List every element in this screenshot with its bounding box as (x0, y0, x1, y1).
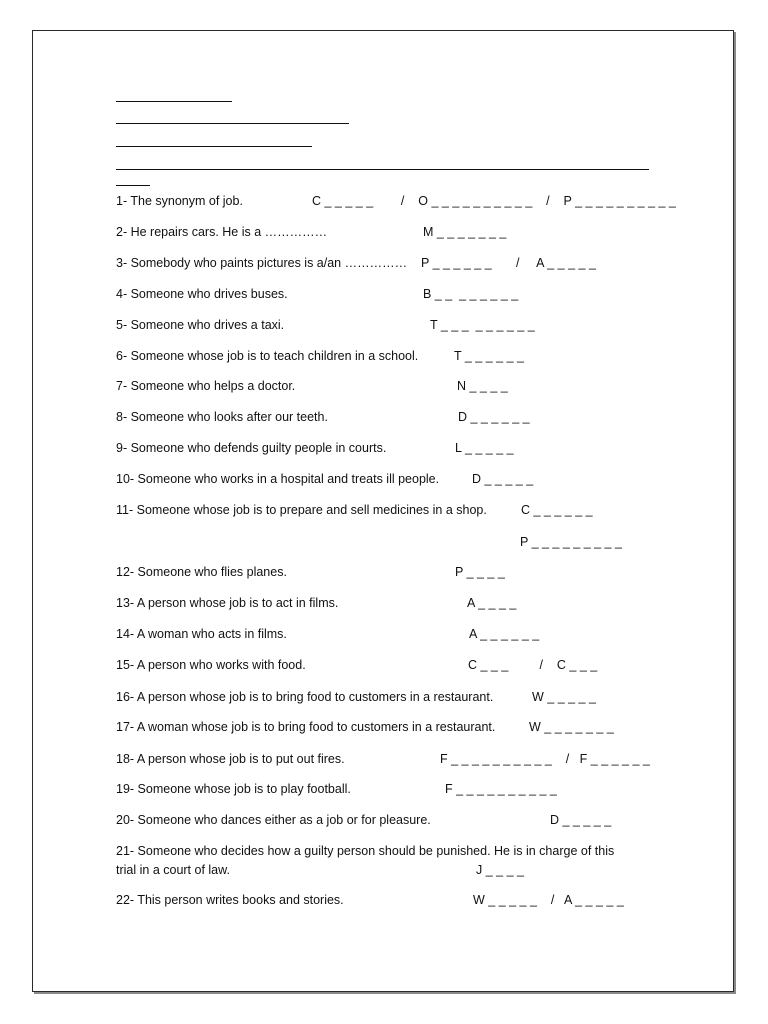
answer-6: T _ _ _ _ _ _ (454, 349, 524, 363)
question-9: 9- Someone who defends guilty people in courts. (116, 441, 387, 455)
answer-20: D _ _ _ _ _ (550, 813, 612, 827)
answer-16: W _ _ _ _ _ (532, 690, 596, 704)
answer-21: J _ _ _ _ (476, 863, 524, 877)
answer-17: W _ _ _ _ _ _ _ (529, 720, 614, 734)
question-18: 18- A person whose job is to put out fires. (116, 752, 345, 766)
name-line (116, 123, 349, 124)
answer-11a: C _ _ _ _ _ _ (521, 503, 593, 517)
question-15: 15- A person who works with food. (116, 658, 306, 672)
question-8: 8- Someone who looks after our teeth. (116, 410, 328, 424)
instructions-line (116, 169, 649, 170)
answer-12: P _ _ _ _ (455, 565, 505, 579)
answer-4: B _ _ _ _ _ _ _ _ (423, 287, 519, 301)
answer-22: W _ _ _ _ _ / A _ _ _ _ _ (473, 893, 624, 907)
title-line (116, 101, 232, 102)
answer-18: F _ _ _ _ _ _ _ _ _ _ / F _ _ _ _ _ _ (440, 752, 650, 766)
question-19: 19- Someone whose job is to play football. (116, 782, 351, 796)
question-20: 20- Someone who dances either as a job or for pleasure. (116, 813, 431, 827)
question-21: 21- Someone who decides how a guilty person should be punished. He is in charge of this (116, 844, 615, 858)
answer-9: L _ _ _ _ _ (455, 441, 514, 455)
question-13: 13- A person whose job is to act in films. (116, 596, 339, 610)
answer-1: C _ _ _ _ _ / O _ _ _ _ _ _ _ _ _ _ / P _ _ _ _ _ _ _ _ _ _ (312, 194, 676, 208)
instructions-line-end (116, 185, 150, 186)
answer-11b: P _ _ _ _ _ _ _ _ _ (520, 535, 622, 549)
answer-14: A _ _ _ _ _ _ (469, 627, 540, 641)
question-11: 11- Someone whose job is to prepare and sell medicines in a shop. (116, 503, 487, 517)
question-2: 2- He repairs cars. He is a …………… (116, 225, 328, 239)
answer-8: D _ _ _ _ _ _ (458, 410, 530, 424)
class-line (116, 146, 312, 147)
answer-19: F _ _ _ _ _ _ _ _ _ _ (445, 782, 557, 796)
question-7: 7- Someone who helps a doctor. (116, 379, 296, 393)
question-4: 4- Someone who drives buses. (116, 287, 288, 301)
question-22: 22- This person writes books and stories. (116, 893, 344, 907)
answer-10: D _ _ _ _ _ (472, 472, 534, 486)
question-12: 12- Someone who flies planes. (116, 565, 287, 579)
question-1: 1- The synonym of job. (116, 194, 243, 208)
question-21-cont: trial in a court of law. (116, 863, 230, 877)
answer-7: N _ _ _ _ (457, 379, 508, 393)
answer-3: P _ _ _ _ _ _ / A _ _ _ _ _ (421, 256, 596, 270)
question-16: 16- A person whose job is to bring food to customers in a restaurant. (116, 690, 494, 704)
answer-5: T _ _ _ _ _ _ _ _ _ (430, 318, 535, 332)
question-5: 5- Someone who drives a taxi. (116, 318, 285, 332)
question-6: 6- Someone whose job is to teach children in a school. (116, 349, 419, 363)
answer-2: M _ _ _ _ _ _ _ (423, 225, 507, 239)
question-14: 14- A woman who acts in films. (116, 627, 287, 641)
question-17: 17- A woman whose job is to bring food to customers in a restaurant. (116, 720, 496, 734)
answer-15: C _ _ _ / C _ _ _ (468, 658, 598, 672)
answer-13: A _ _ _ _ (467, 596, 517, 610)
question-10: 10- Someone who works in a hospital and treats ill people. (116, 472, 440, 486)
question-3: 3- Somebody who paints pictures is a/an …………… (116, 256, 408, 270)
